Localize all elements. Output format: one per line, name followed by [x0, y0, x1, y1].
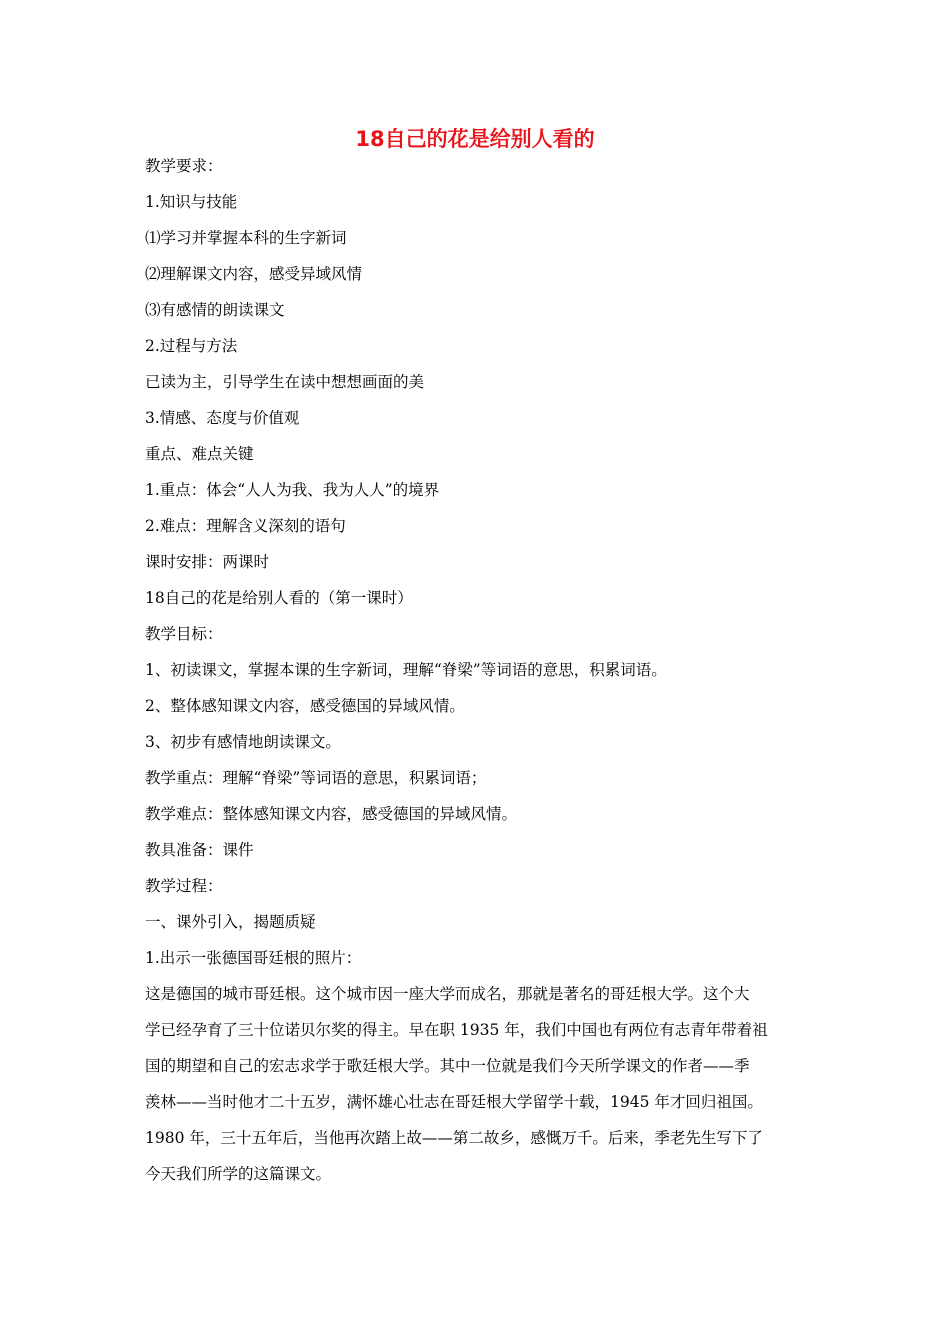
- text-line: 2.过程与方法: [145, 337, 238, 355]
- text-line: 2、整体感知课文内容，感受德国的异域风情。: [145, 697, 465, 715]
- text-line: 课时安排：两课时: [145, 553, 270, 571]
- text-line: 重点、难点关键: [145, 445, 254, 463]
- text-line: 3、初步有感情地朗读课文。: [145, 733, 341, 751]
- text-line: 一、课外引入，揭题质疑: [145, 913, 316, 931]
- document-title: 18自己的花是给别人看的: [355, 127, 595, 151]
- paragraph-line: 羡林——当时他才二十五岁，满怀雄心壮志在哥廷根大学留学十载，1945 年才回归祖国。: [145, 1093, 763, 1111]
- text-line: 3.情感、态度与价值观: [145, 409, 300, 427]
- text-line: 教学过程：: [145, 877, 223, 895]
- text-line: 教学重点：理解“脊梁”等词语的意思，积累词语；: [145, 769, 487, 787]
- text-line: 教具准备：课件: [145, 841, 254, 859]
- text-line: 2.难点：理解含义深刻的语句: [145, 517, 346, 535]
- paragraph-line: 这是德国的城市哥廷根。这个城市因一座大学而成名，那就是著名的哥廷根大学。这个大: [145, 985, 750, 1003]
- paragraph-line: 1980 年，三十五年后，当他再次踏上故——第二故乡，感慨万千。后来，季老先生写下了: [145, 1129, 763, 1147]
- text-line: ⑵理解课文内容，感受异域风情: [145, 265, 363, 283]
- text-line: 教学难点：整体感知课文内容，感受德国的异域风情。: [145, 805, 518, 823]
- document-body: [145, 148, 813, 1192]
- text-line: ⑴学习并掌握本科的生字新词: [145, 229, 347, 247]
- text-line: 1.知识与技能: [145, 193, 238, 211]
- text-line: 18自己的花是给别人看的（第一课时）: [145, 589, 413, 607]
- paragraph-line: 学已经孕育了三十位诺贝尔奖的得主。早在职 1935 年，我们中国也有两位有志青年带着祖: [145, 1021, 768, 1039]
- intro-paragraph: [145, 976, 813, 1192]
- text-line: 1、初读课文，掌握本课的生字新词，理解“脊梁”等词语的意思，积累词语。: [145, 661, 667, 679]
- text-line: 教学目标：: [145, 625, 223, 643]
- text-line: 教学要求：: [145, 157, 223, 175]
- paragraph-line: 国的期望和自己的宏志求学于歌廷根大学。其中一位就是我们今天所学课文的作者——季: [145, 1057, 750, 1075]
- text-line: 已读为主，引导学生在读中想想画面的美: [145, 373, 425, 391]
- paragraph-line: 今天我们所学的这篇课文。: [145, 1165, 332, 1183]
- text-line: 1.重点：体会“人人为我、我为人人”的境界: [145, 481, 440, 499]
- text-line: ⑶有感情的朗读课文: [145, 301, 285, 319]
- outline-lines: [145, 148, 813, 976]
- text-line: 1.出示一张德国哥廷根的照片：: [145, 949, 362, 967]
